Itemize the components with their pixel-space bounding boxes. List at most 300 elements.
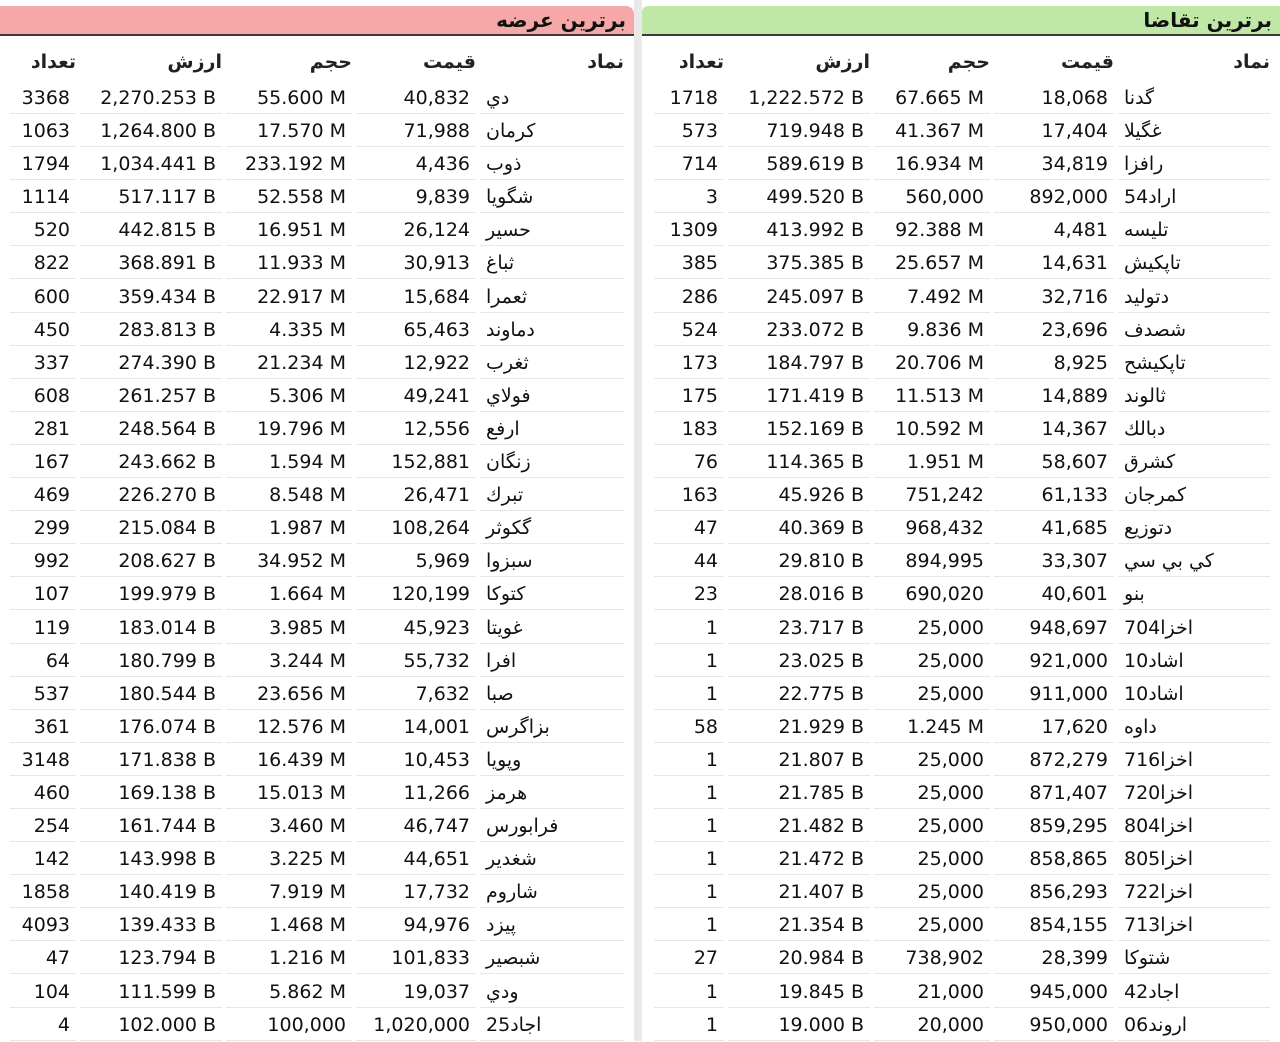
cell-value: 283.813 B <box>80 315 222 346</box>
table-row[interactable] <box>0 281 634 314</box>
col-header-value: ارزش <box>815 51 870 73</box>
table-row[interactable] <box>0 214 634 247</box>
cell-count: 119 <box>10 613 76 644</box>
cell-symbol[interactable]: گكوثر <box>480 513 624 544</box>
cell-count: 1 <box>654 778 724 809</box>
table-row[interactable] <box>642 148 1280 181</box>
cell-symbol[interactable]: شصدف <box>1118 315 1270 346</box>
cell-count: 175 <box>654 381 724 412</box>
col-header-symbol: نماد <box>587 51 624 73</box>
cell-price: 46,747 <box>356 811 476 842</box>
cell-symbol[interactable]: تليسه <box>1118 215 1270 246</box>
cell-value: 215.084 B <box>80 513 222 544</box>
cell-price: 49,241 <box>356 381 476 412</box>
cell-symbol[interactable]: دي <box>480 83 624 114</box>
cell-price: 65,463 <box>356 315 476 346</box>
cell-count: 254 <box>10 811 76 842</box>
table-row[interactable] <box>0 744 634 777</box>
cell-count: 23 <box>654 579 724 610</box>
cell-volume: 23.656 M <box>226 679 352 710</box>
col-header-count: تعداد <box>30 51 76 73</box>
cell-volume: 1.245 M <box>874 712 990 743</box>
cell-symbol[interactable]: افرا <box>480 646 624 677</box>
cell-volume: 21.234 M <box>226 348 352 379</box>
cell-price: 871,407 <box>994 778 1114 809</box>
table-row[interactable] <box>0 777 634 810</box>
table-row[interactable] <box>642 82 1280 115</box>
cell-price: 911,000 <box>994 679 1114 710</box>
cell-volume: 67.665 M <box>874 83 990 114</box>
cell-price: 856,293 <box>994 877 1114 908</box>
cell-count: 1718 <box>654 83 724 114</box>
cell-count: 450 <box>10 315 76 346</box>
cell-volume: 7.492 M <box>874 282 990 313</box>
table-row[interactable] <box>642 843 1280 876</box>
cell-symbol[interactable]: كرمان <box>480 116 624 147</box>
cell-value: 21.807 B <box>728 745 870 776</box>
cell-symbol[interactable]: ثغرب <box>480 348 624 379</box>
cell-value: 102.000 B <box>80 1010 222 1041</box>
cell-symbol[interactable]: بزاگرس <box>480 712 624 743</box>
cell-volume: 17.570 M <box>226 116 352 147</box>
cell-value: 176.074 B <box>80 712 222 743</box>
cell-value: 226.270 B <box>80 480 222 511</box>
cell-count: 361 <box>10 712 76 743</box>
cell-value: 183.014 B <box>80 613 222 644</box>
cell-symbol[interactable]: كتوكا <box>480 579 624 610</box>
table-row[interactable] <box>0 612 634 645</box>
cell-count: 173 <box>654 348 724 379</box>
cell-value: 1,034.441 B <box>80 149 222 180</box>
cell-price: 892,000 <box>994 182 1114 213</box>
cell-volume: 738,902 <box>874 943 990 974</box>
cell-symbol[interactable]: رافزا <box>1118 149 1270 180</box>
cell-count: 167 <box>10 447 76 478</box>
cell-volume: 5.306 M <box>226 381 352 412</box>
cell-price: 18,068 <box>994 83 1114 114</box>
cell-count: 520 <box>10 215 76 246</box>
table-row[interactable] <box>642 413 1280 446</box>
cell-price: 948,697 <box>994 613 1114 644</box>
cell-value: 23.717 B <box>728 613 870 644</box>
cell-symbol[interactable]: زنگان <box>480 447 624 478</box>
cell-volume: 1.987 M <box>226 513 352 544</box>
table-row[interactable] <box>642 744 1280 777</box>
cell-count: 47 <box>654 513 724 544</box>
table-row[interactable] <box>0 181 634 214</box>
cell-price: 23,696 <box>994 315 1114 346</box>
cell-value: 152.169 B <box>728 414 870 445</box>
cell-symbol[interactable]: سبزوا <box>480 546 624 577</box>
cell-symbol[interactable]: شگويا <box>480 182 624 213</box>
cell-volume: 5.862 M <box>226 977 352 1008</box>
col-header-price: قیمت <box>1060 51 1114 73</box>
cell-value: 442.815 B <box>80 215 222 246</box>
table-row[interactable] <box>0 1009 634 1042</box>
cell-symbol[interactable]: اراد54 <box>1118 182 1270 213</box>
cell-price: 45,923 <box>356 613 476 644</box>
cell-volume: 20,000 <box>874 1010 990 1041</box>
cell-price: 950,000 <box>994 1010 1114 1041</box>
cell-volume: 8.548 M <box>226 480 352 511</box>
table-row[interactable] <box>0 876 634 909</box>
table-row[interactable] <box>642 347 1280 380</box>
cell-price: 108,264 <box>356 513 476 544</box>
cell-volume: 11.513 M <box>874 381 990 412</box>
col-header-count: تعداد <box>678 51 724 73</box>
col-header-value: ارزش <box>167 51 222 73</box>
cell-price: 859,295 <box>994 811 1114 842</box>
cell-count: 822 <box>10 248 76 279</box>
cell-value: 140.419 B <box>80 877 222 908</box>
supply-table-body <box>0 82 634 1042</box>
table-row[interactable] <box>0 909 634 942</box>
cell-volume: 12.576 M <box>226 712 352 743</box>
cell-count: 469 <box>10 480 76 511</box>
cell-symbol[interactable]: اشاد10 <box>1118 646 1270 677</box>
table-row[interactable] <box>0 82 634 115</box>
table-row[interactable] <box>642 115 1280 148</box>
table-row[interactable] <box>642 711 1280 744</box>
col-header-volume: حجم <box>947 51 990 73</box>
cell-symbol[interactable]: اخزا704 <box>1118 613 1270 644</box>
cell-price: 5,969 <box>356 546 476 577</box>
cell-count: 64 <box>10 646 76 677</box>
cell-volume: 100,000 <box>226 1010 352 1041</box>
cell-symbol[interactable]: تاپكيشح <box>1118 348 1270 379</box>
cell-value: 1,222.572 B <box>728 83 870 114</box>
cell-volume: 20.706 M <box>874 348 990 379</box>
cell-symbol[interactable]: اخزا805 <box>1118 844 1270 875</box>
cell-volume: 11.933 M <box>226 248 352 279</box>
table-row[interactable] <box>0 942 634 975</box>
cell-price: 945,000 <box>994 977 1114 1008</box>
table-row[interactable] <box>642 810 1280 843</box>
cell-volume: 1.594 M <box>226 447 352 478</box>
cell-symbol[interactable]: تبرك <box>480 480 624 511</box>
table-row[interactable] <box>0 810 634 843</box>
cell-symbol[interactable]: دماوند <box>480 315 624 346</box>
cell-value: 359.434 B <box>80 282 222 313</box>
cell-symbol[interactable]: فولاي <box>480 381 624 412</box>
cell-symbol[interactable]: شبصير <box>480 943 624 974</box>
cell-value: 368.891 B <box>80 248 222 279</box>
cell-symbol[interactable]: شتوكا <box>1118 943 1270 974</box>
cell-symbol[interactable]: اجاد25 <box>480 1010 624 1041</box>
table-row[interactable] <box>0 347 634 380</box>
cell-volume: 52.558 M <box>226 182 352 213</box>
cell-volume: 751,242 <box>874 480 990 511</box>
cell-volume: 9.836 M <box>874 315 990 346</box>
cell-volume: 15.013 M <box>226 778 352 809</box>
cell-price: 14,631 <box>994 248 1114 279</box>
col-header-symbol: نماد <box>1233 51 1270 73</box>
cell-count: 992 <box>10 546 76 577</box>
cell-count: 107 <box>10 579 76 610</box>
cell-symbol[interactable]: دتوزيع <box>1118 513 1270 544</box>
table-row[interactable] <box>642 645 1280 678</box>
cell-symbol[interactable]: اجاد42 <box>1118 977 1270 1008</box>
cell-price: 71,988 <box>356 116 476 147</box>
supply-table-header <box>0 42 634 82</box>
cell-price: 26,124 <box>356 215 476 246</box>
cell-symbol[interactable]: گدنا <box>1118 83 1270 114</box>
cell-symbol[interactable]: شاروم <box>480 877 624 908</box>
cell-count: 573 <box>654 116 724 147</box>
cell-symbol[interactable]: صبا <box>480 679 624 710</box>
cell-volume: 25,000 <box>874 679 990 710</box>
cell-volume: 16.951 M <box>226 215 352 246</box>
cell-symbol[interactable]: اروند06 <box>1118 1010 1270 1041</box>
col-header-price: قیمت <box>422 51 476 73</box>
cell-volume: 55.600 M <box>226 83 352 114</box>
cell-symbol[interactable]: داوه <box>1118 712 1270 743</box>
cell-value: 20.984 B <box>728 943 870 974</box>
cell-volume: 1.951 M <box>874 447 990 478</box>
cell-price: 7,632 <box>356 679 476 710</box>
table-row[interactable] <box>642 512 1280 545</box>
cell-count: 524 <box>654 315 724 346</box>
cell-value: 171.838 B <box>80 745 222 776</box>
cell-price: 872,279 <box>994 745 1114 776</box>
cell-price: 40,601 <box>994 579 1114 610</box>
cell-count: 3368 <box>10 83 76 114</box>
cell-count: 44 <box>654 546 724 577</box>
cell-symbol[interactable]: كمرجان <box>1118 480 1270 511</box>
cell-symbol[interactable]: اخزا722 <box>1118 877 1270 908</box>
cell-price: 9,839 <box>356 182 476 213</box>
cell-symbol[interactable]: اخزا720 <box>1118 778 1270 809</box>
cell-count: 1309 <box>654 215 724 246</box>
cell-price: 44,651 <box>356 844 476 875</box>
table-row[interactable] <box>642 181 1280 214</box>
cell-price: 94,976 <box>356 910 476 941</box>
cell-value: 45.926 B <box>728 480 870 511</box>
top-supply-panel <box>0 6 634 1041</box>
cell-symbol[interactable]: كشرق <box>1118 447 1270 478</box>
cell-count: 1 <box>654 613 724 644</box>
cell-price: 8,925 <box>994 348 1114 379</box>
table-row[interactable] <box>642 678 1280 711</box>
cell-price: 33,307 <box>994 546 1114 577</box>
table-row[interactable] <box>0 247 634 280</box>
cell-volume: 16.934 M <box>874 149 990 180</box>
table-row[interactable] <box>642 976 1280 1009</box>
cell-value: 19.845 B <box>728 977 870 1008</box>
cell-count: 385 <box>654 248 724 279</box>
cell-price: 17,732 <box>356 877 476 908</box>
cell-symbol[interactable]: ذوب <box>480 149 624 180</box>
table-row[interactable] <box>0 678 634 711</box>
cell-count: 337 <box>10 348 76 379</box>
cell-price: 61,133 <box>994 480 1114 511</box>
cell-count: 76 <box>654 447 724 478</box>
cell-symbol[interactable]: شغدير <box>480 844 624 875</box>
cell-symbol[interactable]: دتوليد <box>1118 282 1270 313</box>
cell-volume: 233.192 M <box>226 149 352 180</box>
table-row[interactable] <box>642 876 1280 909</box>
table-row[interactable] <box>0 976 634 1009</box>
cell-count: 1 <box>654 811 724 842</box>
supply-title: برترین عرضه <box>0 6 634 34</box>
cell-value: 143.998 B <box>80 844 222 875</box>
cell-value: 21.929 B <box>728 712 870 743</box>
demand-title: برترین تقاضا <box>642 6 1280 34</box>
table-row[interactable] <box>642 380 1280 413</box>
table-row[interactable] <box>0 115 634 148</box>
cell-symbol[interactable]: ارفع <box>480 414 624 445</box>
table-row[interactable] <box>0 380 634 413</box>
cell-volume: 22.917 M <box>226 282 352 313</box>
panel-divider <box>634 0 642 1041</box>
cell-count: 47 <box>10 943 76 974</box>
cell-symbol[interactable]: پيزد <box>480 910 624 941</box>
cell-price: 4,436 <box>356 149 476 180</box>
cell-count: 3148 <box>10 745 76 776</box>
cell-value: 517.117 B <box>80 182 222 213</box>
cell-symbol[interactable]: حسير <box>480 215 624 246</box>
cell-price: 34,819 <box>994 149 1114 180</box>
cell-volume: 25,000 <box>874 646 990 677</box>
cell-volume: 25,000 <box>874 910 990 941</box>
table-row[interactable] <box>0 413 634 446</box>
cell-volume: 25,000 <box>874 613 990 644</box>
cell-symbol[interactable]: تاپكيش <box>1118 248 1270 279</box>
cell-symbol[interactable]: دبالك <box>1118 414 1270 445</box>
cell-price: 40,832 <box>356 83 476 114</box>
table-row[interactable] <box>642 479 1280 512</box>
top-demand-panel <box>642 6 1280 1041</box>
cell-count: 1 <box>654 977 724 1008</box>
cell-count: 27 <box>654 943 724 974</box>
cell-value: 245.097 B <box>728 282 870 313</box>
cell-value: 199.979 B <box>80 579 222 610</box>
cell-value: 161.744 B <box>80 811 222 842</box>
cell-volume: 10.592 M <box>874 414 990 445</box>
table-row[interactable] <box>642 1009 1280 1042</box>
cell-volume: 92.388 M <box>874 215 990 246</box>
table-row[interactable] <box>0 479 634 512</box>
table-row[interactable] <box>642 578 1280 611</box>
cell-volume: 3.985 M <box>226 613 352 644</box>
table-row[interactable] <box>642 777 1280 810</box>
table-row[interactable] <box>0 843 634 876</box>
table-row[interactable] <box>642 545 1280 578</box>
cell-symbol[interactable]: غويتا <box>480 613 624 644</box>
cell-value: 375.385 B <box>728 248 870 279</box>
cell-count: 1 <box>654 646 724 677</box>
cell-symbol[interactable]: غگيلا <box>1118 116 1270 147</box>
cell-price: 55,732 <box>356 646 476 677</box>
cell-symbol[interactable]: ثالوند <box>1118 381 1270 412</box>
table-row[interactable] <box>0 446 634 479</box>
cell-value: 208.627 B <box>80 546 222 577</box>
cell-symbol[interactable]: اخزا716 <box>1118 745 1270 776</box>
cell-price: 10,453 <box>356 745 476 776</box>
cell-value: 243.662 B <box>80 447 222 478</box>
table-row[interactable] <box>0 512 634 545</box>
cell-count: 4 <box>10 1010 76 1041</box>
cell-price: 858,865 <box>994 844 1114 875</box>
cell-symbol[interactable]: اخزا804 <box>1118 811 1270 842</box>
cell-symbol[interactable]: بنو <box>1118 579 1270 610</box>
cell-price: 1,020,000 <box>356 1010 476 1041</box>
cell-count: 58 <box>654 712 724 743</box>
table-row[interactable] <box>0 645 634 678</box>
cell-volume: 3.244 M <box>226 646 352 677</box>
cell-symbol[interactable]: هرمز <box>480 778 624 809</box>
cell-value: 28.016 B <box>728 579 870 610</box>
cell-symbol[interactable]: ثباغ <box>480 248 624 279</box>
cell-symbol[interactable]: فرابورس <box>480 811 624 842</box>
cell-count: 608 <box>10 381 76 412</box>
cell-value: 171.419 B <box>728 381 870 412</box>
table-row[interactable] <box>0 545 634 578</box>
cell-symbol[interactable]: اشاد10 <box>1118 679 1270 710</box>
cell-volume: 1.216 M <box>226 943 352 974</box>
cell-price: 14,001 <box>356 712 476 743</box>
cell-symbol[interactable]: وپويا <box>480 745 624 776</box>
cell-count: 142 <box>10 844 76 875</box>
table-row[interactable] <box>642 281 1280 314</box>
cell-symbol[interactable]: اخزا713 <box>1118 910 1270 941</box>
table-row[interactable] <box>642 909 1280 942</box>
cell-value: 1,264.800 B <box>80 116 222 147</box>
cell-symbol[interactable]: ودي <box>480 977 624 1008</box>
table-row[interactable] <box>642 214 1280 247</box>
cell-count: 104 <box>10 977 76 1008</box>
cell-value: 413.992 B <box>728 215 870 246</box>
table-row[interactable] <box>642 942 1280 975</box>
cell-price: 14,367 <box>994 414 1114 445</box>
supply-header-rule <box>0 34 634 36</box>
table-row[interactable] <box>642 612 1280 645</box>
table-row[interactable] <box>642 446 1280 479</box>
cell-price: 14,889 <box>994 381 1114 412</box>
cell-volume: 560,000 <box>874 182 990 213</box>
cell-symbol[interactable]: كي بي سي <box>1118 546 1270 577</box>
cell-count: 1 <box>654 910 724 941</box>
cell-volume: 690,020 <box>874 579 990 610</box>
cell-value: 23.025 B <box>728 646 870 677</box>
table-row[interactable] <box>0 314 634 347</box>
table-row[interactable] <box>0 711 634 744</box>
cell-price: 12,556 <box>356 414 476 445</box>
cell-value: 261.257 B <box>80 381 222 412</box>
cell-price: 32,716 <box>994 282 1114 313</box>
cell-count: 299 <box>10 513 76 544</box>
table-row[interactable] <box>642 247 1280 280</box>
cell-count: 1 <box>654 844 724 875</box>
cell-count: 4093 <box>10 910 76 941</box>
cell-volume: 7.919 M <box>226 877 352 908</box>
cell-price: 921,000 <box>994 646 1114 677</box>
cell-value: 139.433 B <box>80 910 222 941</box>
table-row[interactable] <box>642 314 1280 347</box>
demand-table-header <box>642 42 1280 82</box>
demand-header-rule <box>642 34 1280 36</box>
cell-symbol[interactable]: ثعمرا <box>480 282 624 313</box>
table-row[interactable] <box>0 148 634 181</box>
table-row[interactable] <box>0 578 634 611</box>
cell-price: 854,155 <box>994 910 1114 941</box>
cell-count: 537 <box>10 679 76 710</box>
cell-value: 21.482 B <box>728 811 870 842</box>
cell-volume: 25,000 <box>874 844 990 875</box>
cell-volume: 25,000 <box>874 811 990 842</box>
cell-count: 183 <box>654 414 724 445</box>
cell-count: 3 <box>654 182 724 213</box>
